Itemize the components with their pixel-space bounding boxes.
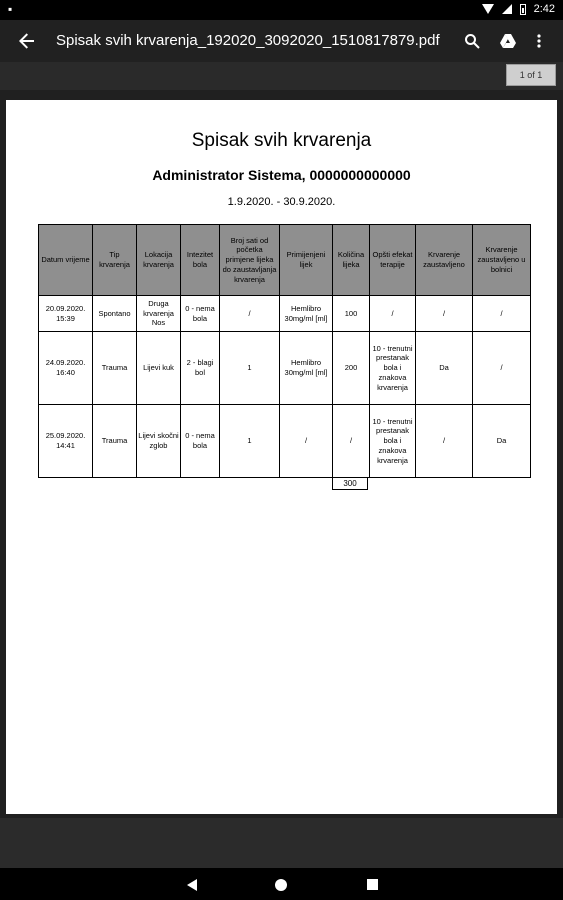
more-options-button[interactable] [527, 29, 551, 53]
report-subtitle: Administrator Sistema, 0000000000000 [152, 167, 411, 183]
back-button[interactable] [14, 28, 40, 54]
column-header: Datum vrijeme [39, 225, 93, 296]
document-title: Spisak svih krvarenja_192020_3092020_1510817879.pdf [56, 32, 440, 49]
table-cell: 24.09.2020. 16:40 [39, 332, 93, 405]
table-header-row [39, 225, 531, 296]
column-header: Krvarenje zaustavljeno [416, 225, 473, 296]
column-header: Krvarenje zaustavljeno u bolnici [473, 225, 531, 296]
app-bar [0, 20, 563, 62]
table-cell: Trauma [93, 405, 137, 478]
pdf-page[interactable] [6, 100, 557, 814]
status-time: 2:42 [533, 3, 555, 15]
table-row [39, 332, 531, 405]
table-row [39, 405, 531, 478]
table-cell: Druga krvarenja Nos [137, 296, 181, 332]
table-cell: Lijevi skočni zglob [137, 405, 181, 478]
table-cell: 10 - trenutni prestanak bola i znakova krvarenja [370, 332, 416, 405]
table-cell: 20.09.2020. 15:39 [39, 296, 93, 332]
table-cell: 0 - nema bola [181, 405, 220, 478]
column-header: Intezitet bola [181, 225, 220, 296]
signal-icon [502, 4, 512, 14]
table-cell: Hemlibro 30mg/ml [ml] [280, 332, 333, 405]
viewer-bottom-area [0, 818, 563, 868]
nav-recents-icon[interactable] [367, 879, 378, 890]
nav-back-icon[interactable] [187, 879, 197, 891]
table-cell: Trauma [93, 332, 137, 405]
table-cell: 25.09.2020. 14:41 [39, 405, 93, 478]
quantity-total: 300 [332, 477, 368, 490]
table-cell: 0 - nema bola [181, 296, 220, 332]
table-row [39, 296, 531, 332]
bleeding-table [38, 224, 531, 478]
report-title: Spisak svih krvarenja [191, 130, 372, 151]
search-icon [464, 33, 480, 49]
table-cell: Lijevi kuk [137, 332, 181, 405]
table-cell: / [416, 296, 473, 332]
report-date-range: 1.9.2020. - 30.9.2020. [227, 196, 336, 208]
battery-icon [520, 4, 526, 15]
table-cell: 2 - blagi bol [181, 332, 220, 405]
drive-icon [500, 33, 516, 49]
search-button[interactable] [460, 29, 484, 53]
more-vert-icon [531, 33, 547, 49]
arrow-left-icon [19, 33, 35, 49]
page-indicator: 1 of 1 [506, 64, 556, 86]
table-cell: / [416, 405, 473, 478]
table-cell: Da [473, 405, 531, 478]
table-cell: 200 [333, 332, 370, 405]
status-bar [0, 0, 563, 20]
drive-button[interactable] [496, 29, 520, 53]
table-cell: / [333, 405, 370, 478]
table-cell: 1 [220, 405, 280, 478]
table-cell: / [473, 296, 531, 332]
nav-home-icon[interactable] [275, 879, 287, 891]
viewer-toolbar [0, 62, 563, 90]
table-cell: / [473, 332, 531, 405]
column-header: Opšti efekat terapije [370, 225, 416, 296]
table-cell: 100 [333, 296, 370, 332]
table-cell: Hemlibro 30mg/ml [ml] [280, 296, 333, 332]
table-cell: / [280, 405, 333, 478]
table-cell: Da [416, 332, 473, 405]
column-header: Tip krvarenja [93, 225, 137, 296]
wifi-icon [482, 4, 494, 14]
column-header: Količina lijeka [333, 225, 370, 296]
navigation-bar [0, 868, 563, 900]
table-cell: Spontano [93, 296, 137, 332]
table-cell: / [370, 296, 416, 332]
column-header: Primijenjeni lijek [280, 225, 333, 296]
table-cell: / [220, 296, 280, 332]
table-cell: 10 - trenutni prestanak bola i znakova krvarenja [370, 405, 416, 478]
column-header: Lokacija krvarenja [137, 225, 181, 296]
notification-icon: ▪ [8, 2, 13, 16]
table-cell: 1 [220, 332, 280, 405]
column-header: Broj sati od početka primjene lijeka do zaustavljanja krvarenja [220, 225, 280, 296]
